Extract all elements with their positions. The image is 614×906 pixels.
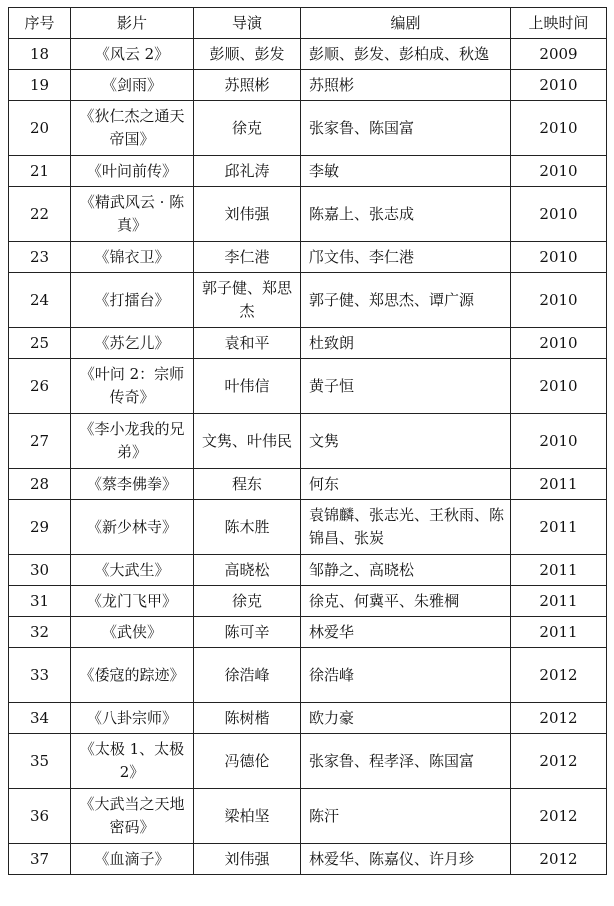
- cell-writer: 杜致朗: [301, 328, 511, 359]
- table-row: [9, 39, 607, 70]
- cell-number: 33: [9, 648, 71, 703]
- cell-film: 《八卦宗师》: [71, 703, 194, 734]
- cell-year: 2011: [511, 555, 607, 586]
- cell-number: 31: [9, 586, 71, 617]
- cell-year: 2010: [511, 70, 607, 101]
- cell-number: 23: [9, 242, 71, 273]
- cell-director: 李仁港: [194, 242, 301, 273]
- cell-year: 2010: [511, 156, 607, 187]
- film-table-page: [8, 7, 606, 875]
- cell-writer: 邝文伟、李仁港: [301, 242, 511, 273]
- table-row: [9, 328, 607, 359]
- table-row: [9, 187, 607, 242]
- cell-director: 徐克: [194, 101, 301, 156]
- cell-director: 彭顺、彭发: [194, 39, 301, 70]
- cell-film: 《李小龙我的兄弟》: [71, 414, 194, 469]
- table-row: [9, 844, 607, 875]
- cell-year: 2012: [511, 844, 607, 875]
- cell-director: 梁柏坚: [194, 789, 301, 844]
- cell-number: 24: [9, 273, 71, 328]
- cell-year: 2010: [511, 359, 607, 414]
- cell-director: 陈树楷: [194, 703, 301, 734]
- table-row: [9, 273, 607, 328]
- cell-writer: 陈汗: [301, 789, 511, 844]
- cell-year: 2012: [511, 703, 607, 734]
- cell-writer: 林爱华、陈嘉仪、许月珍: [301, 844, 511, 875]
- cell-film: 《太极 1、太极 2》: [71, 734, 194, 789]
- cell-film: 《叶问 2：宗师传奇》: [71, 359, 194, 414]
- cell-year: 2010: [511, 187, 607, 242]
- cell-writer: 袁锦麟、张志光、王秋雨、陈锦昌、张炭: [301, 500, 511, 555]
- cell-writer: 徐克、何冀平、朱雅棡: [301, 586, 511, 617]
- cell-year: 2010: [511, 328, 607, 359]
- cell-director: 苏照彬: [194, 70, 301, 101]
- cell-film: 《武侠》: [71, 617, 194, 648]
- cell-director: 冯德伦: [194, 734, 301, 789]
- cell-year: 2010: [511, 101, 607, 156]
- cell-director: 邱礼涛: [194, 156, 301, 187]
- cell-film: 《蔡李佛拳》: [71, 469, 194, 500]
- cell-number: 28: [9, 469, 71, 500]
- cell-film: 《倭寇的踪迹》: [71, 648, 194, 703]
- cell-number: 19: [9, 70, 71, 101]
- table-row: [9, 359, 607, 414]
- table-row: [9, 242, 607, 273]
- cell-number: 18: [9, 39, 71, 70]
- cell-year: 2010: [511, 242, 607, 273]
- cell-number: 21: [9, 156, 71, 187]
- cell-number: 22: [9, 187, 71, 242]
- cell-writer: 郭子健、郑思杰、谭广源: [301, 273, 511, 328]
- cell-film: 《龙门飞甲》: [71, 586, 194, 617]
- cell-year: 2010: [511, 414, 607, 469]
- cell-writer: 徐浩峰: [301, 648, 511, 703]
- cell-number: 35: [9, 734, 71, 789]
- table-row: [9, 617, 607, 648]
- cell-writer: 张家鲁、陈国富: [301, 101, 511, 156]
- table-row: [9, 70, 607, 101]
- cell-director: 陈木胜: [194, 500, 301, 555]
- cell-director: 陈可辛: [194, 617, 301, 648]
- cell-director: 徐浩峰: [194, 648, 301, 703]
- header-film: 影片: [71, 8, 194, 39]
- cell-director: 徐克: [194, 586, 301, 617]
- cell-writer: 邹静之、高晓松: [301, 555, 511, 586]
- cell-year: 2010: [511, 273, 607, 328]
- cell-number: 34: [9, 703, 71, 734]
- cell-writer: 黄子恒: [301, 359, 511, 414]
- cell-film: 《苏乞儿》: [71, 328, 194, 359]
- cell-film: 《剑雨》: [71, 70, 194, 101]
- header-no: 序号: [9, 8, 71, 39]
- cell-number: 25: [9, 328, 71, 359]
- cell-number: 27: [9, 414, 71, 469]
- cell-writer: 苏照彬: [301, 70, 511, 101]
- cell-year: 2011: [511, 500, 607, 555]
- table-row: [9, 555, 607, 586]
- cell-writer: 何东: [301, 469, 511, 500]
- cell-director: 刘伟强: [194, 844, 301, 875]
- cell-year: 2011: [511, 469, 607, 500]
- cell-year: 2009: [511, 39, 607, 70]
- cell-director: 叶伟信: [194, 359, 301, 414]
- cell-year: 2011: [511, 617, 607, 648]
- cell-film: 《风云 2》: [71, 39, 194, 70]
- header-director: 导演: [194, 8, 301, 39]
- cell-film: 《打擂台》: [71, 273, 194, 328]
- table-row: [9, 156, 607, 187]
- cell-writer: 张家鲁、程孝泽、陈国富: [301, 734, 511, 789]
- cell-number: 32: [9, 617, 71, 648]
- cell-year: 2012: [511, 789, 607, 844]
- cell-film: 《精武风云 · 陈真》: [71, 187, 194, 242]
- cell-film: 《狄仁杰之通天帝国》: [71, 101, 194, 156]
- cell-writer: 彭顺、彭发、彭柏成、秋逸: [301, 39, 511, 70]
- cell-director: 高晓松: [194, 555, 301, 586]
- table-row: [9, 414, 607, 469]
- cell-year: 2012: [511, 648, 607, 703]
- cell-number: 36: [9, 789, 71, 844]
- table-row: [9, 789, 607, 844]
- cell-number: 30: [9, 555, 71, 586]
- cell-number: 20: [9, 101, 71, 156]
- cell-film: 《新少林寺》: [71, 500, 194, 555]
- table-row: [9, 469, 607, 500]
- header-writer: 编剧: [301, 8, 511, 39]
- table-row: [9, 703, 607, 734]
- cell-number: 37: [9, 844, 71, 875]
- cell-film: 《锦衣卫》: [71, 242, 194, 273]
- header-year: 上映时间: [511, 8, 607, 39]
- film-table: [8, 7, 607, 875]
- cell-writer: 林爱华: [301, 617, 511, 648]
- table-row: [9, 648, 607, 703]
- cell-director: 袁和平: [194, 328, 301, 359]
- cell-film: 《血滴子》: [71, 844, 194, 875]
- table-row: [9, 734, 607, 789]
- cell-year: 2012: [511, 734, 607, 789]
- cell-number: 26: [9, 359, 71, 414]
- table-row: [9, 586, 607, 617]
- cell-director: 刘伟强: [194, 187, 301, 242]
- cell-writer: 欧力豪: [301, 703, 511, 734]
- cell-film: 《叶问前传》: [71, 156, 194, 187]
- cell-writer: 文隽: [301, 414, 511, 469]
- cell-number: 29: [9, 500, 71, 555]
- cell-film: 《大武生》: [71, 555, 194, 586]
- cell-director: 文隽、叶伟民: [194, 414, 301, 469]
- cell-year: 2011: [511, 586, 607, 617]
- header-row: [9, 8, 607, 39]
- table-row: [9, 500, 607, 555]
- cell-writer: 陈嘉上、张志成: [301, 187, 511, 242]
- cell-writer: 李敏: [301, 156, 511, 187]
- table-row: [9, 101, 607, 156]
- cell-film: 《大武当之天地密码》: [71, 789, 194, 844]
- cell-director: 郭子健、郑思杰: [194, 273, 301, 328]
- cell-director: 程东: [194, 469, 301, 500]
